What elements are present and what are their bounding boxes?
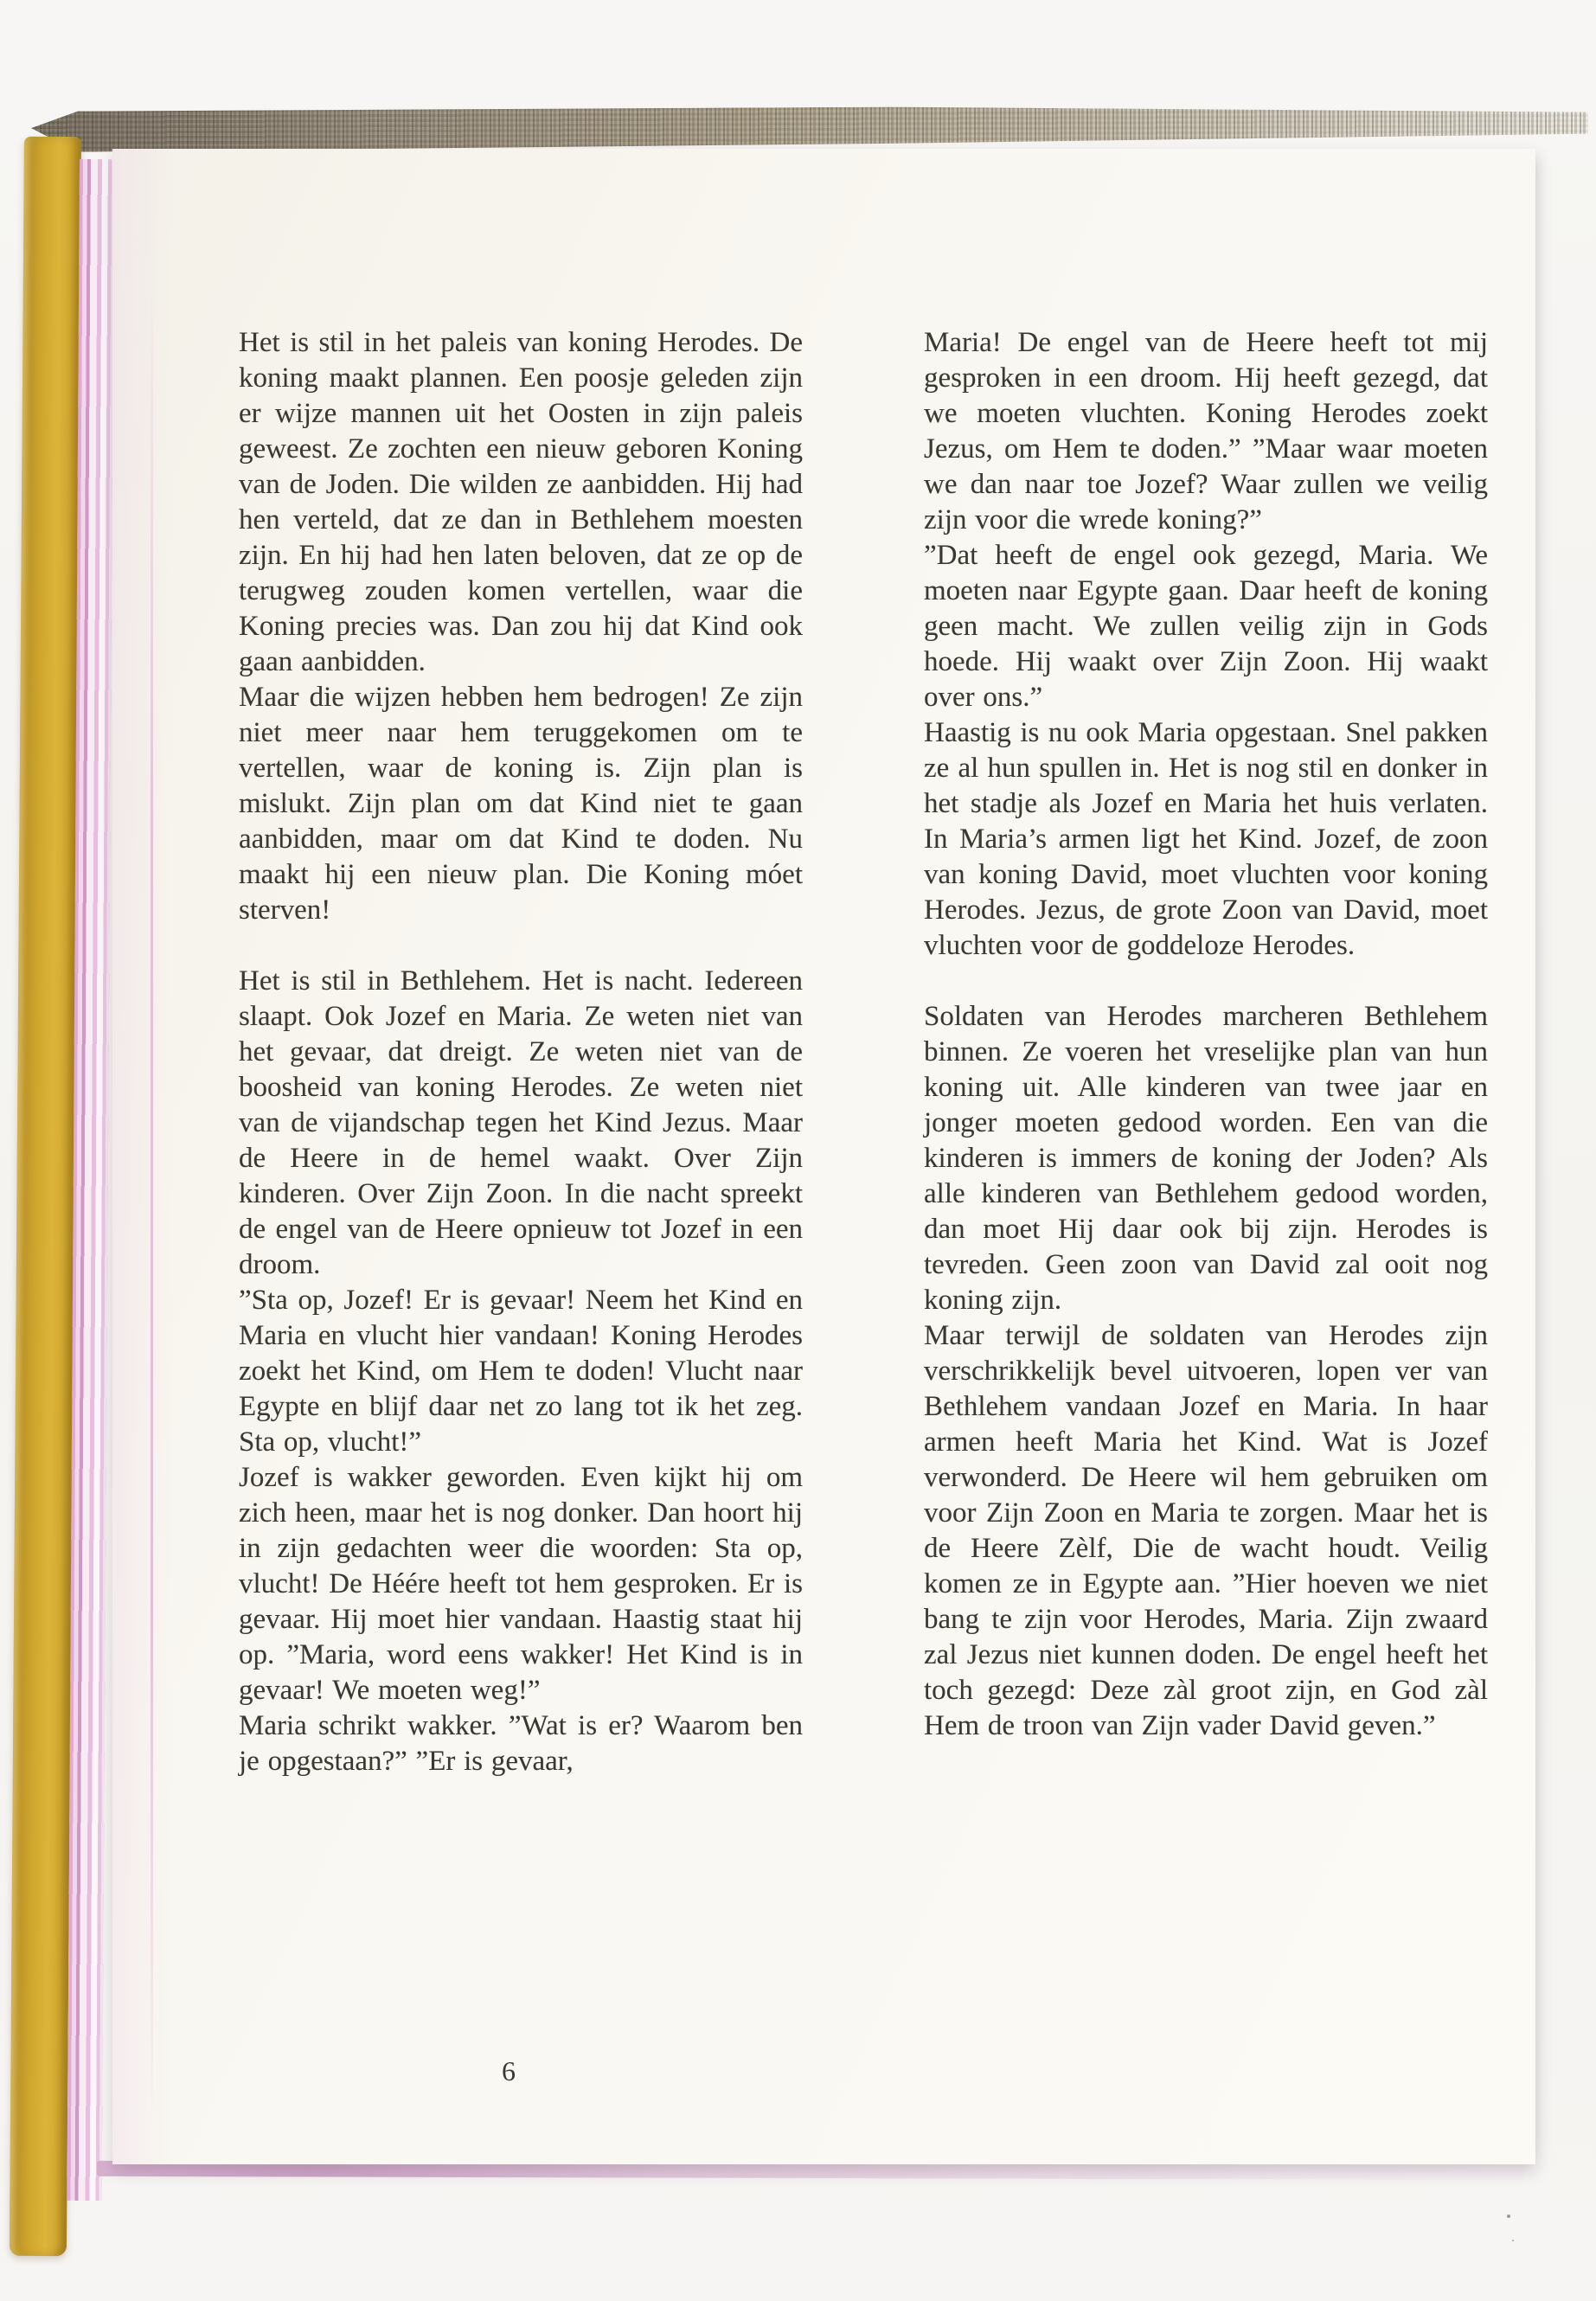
paragraph: ”Dat heeft de engel ook gezegd, Maria. We moeten naar Egypte gaan. Daar heeft de koning geen macht. We zullen veilig zijn in Gods hoede. Hij waakt over Zijn Zoon. Hij waakt over ons.” — [924, 540, 1488, 713]
paragraph: Maar terwijl de soldaten van Herodes zijn verschrikkelijk bevel uitvoeren, lopen ver van Bethlehem vandaan Jozef en Maria. In haar armen heeft Maria het Kind. Wat is Jozef verwonderd. De Heere wil hem gebruiken om voor Zijn Zoon en Maria te zorgen. Maar het is de Heere Zèlf, Die de wacht houdt. Veilig komen ze in Egypte aan. ”Hier hoeven we niet bang te zijn voor Herodes, Maria. Zijn zwaard zal Jezus niet kunnen doden. De engel heeft het toch gezegd: Deze zàl groot zijn, en God zàl Hem de troon van Zijn vader David geven.” — [924, 1320, 1488, 1741]
scan-specks — [1507, 2214, 1510, 2218]
left-text-column — [239, 325, 803, 1779]
paragraph: Jozef is wakker geworden. Even kijkt hij om zich heen, maar het is nog donker. Dan hoort hij in zijn gedachten weer die woorden: Sta op, vlucht! De Héére heeft tot hem gesproken. Er is gevaar. Hij moet hier vandaan. Haastig staat hij op. ”Maria, word eens wakker! Het Kind is in gevaar! We moeten weg!” — [239, 1462, 803, 1706]
paragraph: ”Sta op, Jozef! Er is gevaar! Neem het Kind en Maria en vlucht hier vandaan! Koning Herodes zoekt het Kind, om Hem te doden! Vlucht naar Egypte en blijf daar net zo lang tot ik het zeg. Sta op, vlucht!” — [239, 1285, 803, 1458]
page-crease — [151, 287, 153, 2121]
paragraph: Het is stil in Bethlehem. Het is nacht. Iedereen slaapt. Ook Jozef en Maria. Ze weten niet van het gevaar, dat dreigt. Ze weten niet van de boosheid van koning Herodes. Ze weten niet van de vijandschap tegen het Kind Jezus. Maar de Heere in de hemel waakt. Over Zijn kinderen. Over Zijn Zoon. In die nacht spreekt de engel van de Heere opnieuw tot Jozef in een droom. — [239, 965, 803, 1280]
paragraph: Het is stil in het paleis van koning Herodes. De koning maakt plannen. Een poosje geleden zijn er wijze mannen uit het Oosten in zijn paleis geweest. Ze zochten een nieuw geboren Koning van de Joden. Die wilden ze aanbidden. Hij had hen verteld, dat ze dan in Bethlehem moesten zijn. En hij had hen laten beloven, dat ze op de terugweg zouden komen vertellen, waar die Koning precies was. Dan zou hij dat Kind ook gaan aanbidden. — [239, 327, 803, 677]
page-number: 6 — [502, 2055, 516, 2086]
paragraph: Haastig is nu ook Maria opgestaan. Snel pakken ze al hun spullen in. Het is nog stil en donker in het stadje als Jozef en Maria het huis verlaten. In Maria’s armen ligt het Kind. Jozef, de zoon van koning David, moet vluchten voor koning Herodes. Jezus, de grote Zoon van David, moet vluchten voor de goddeloze Herodes. — [924, 717, 1488, 961]
paragraph: Maar die wijzen hebben hem bedrogen! Ze zijn niet meer naar hem teruggekomen om te vertellen, waar de koning is. Zijn plan is mislukt. Zijn plan om dat Kind niet te gaan aanbidden, maar om dat Kind te doden. Nu maakt hij een nieuw plan. Die Koning móet sterven! — [239, 682, 803, 926]
paragraph: Soldaten van Herodes marcheren Bethlehem binnen. Ze voeren het vreselijke plan van hun koning uit. Alle kinderen van twee jaar en jonger moeten gedood worden. Een van die kinderen is immers de koning der Joden? Als alle kinderen van Bethlehem gedood worden, dan moet Hij daar ook bij zijn. Herodes is tevreden. Geen zoon van David zal ooit nog koning zijn. — [924, 1001, 1488, 1316]
right-text-column — [924, 325, 1488, 1744]
paragraph: Maria schrikt wakker. ”Wat is er? Waarom ben je opgestaan?” ”Er is gevaar, — [239, 1710, 803, 1777]
page-top-edges-texture — [31, 104, 1588, 152]
paragraph: Maria! De engel van de Heere heeft tot mij gesproken in een droom. Hij heeft gezegd, dat we moeten vluchten. Koning Herodes zoekt Jezus, om Hem te doden.” ”Maar waar moeten we dan naar toe Jozef? Waar zullen we veilig zijn voor die wrede koning?” — [924, 327, 1488, 535]
book-page — [112, 149, 1535, 2164]
